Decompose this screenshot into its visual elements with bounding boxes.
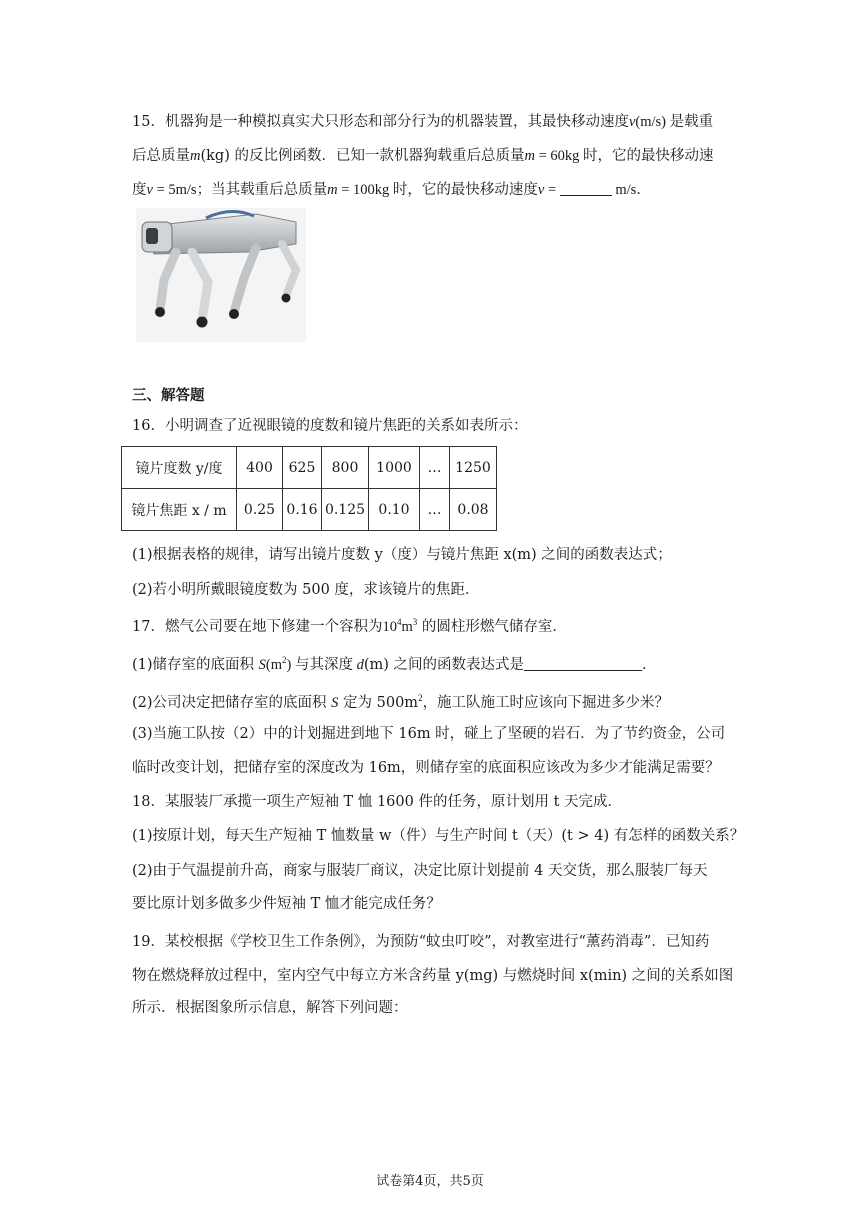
- q17-text: (1)储存室的底面积: [132, 656, 259, 673]
- table-row: [122, 447, 497, 489]
- superscript: 2: [418, 693, 423, 703]
- table-row: [122, 489, 497, 531]
- table-cell: 400: [237, 447, 283, 489]
- q15-line-3: [132, 180, 651, 200]
- q17-text: (m: [265, 656, 283, 673]
- q19-line-3: 所示．根据图象所示信息，解答下列问题：: [132, 1000, 408, 1016]
- q17-part-1: [132, 650, 657, 675]
- superscript: 3: [412, 617, 418, 627]
- q18-part-1: (1)按原计划，每天生产短袖 T 恤数量 w（件）与生产时间 t（天）(t > 4) 有怎样的函数关系？: [132, 828, 745, 844]
- table-header-cell: 镜片焦距 x / m: [122, 489, 237, 531]
- q15-text: = 5m/s；当其载重后总质量: [152, 182, 328, 198]
- q15-text: m/s．: [611, 182, 651, 198]
- table-cell: …: [420, 447, 450, 489]
- q15-text: 后总质量: [132, 148, 190, 164]
- q17-text: 定为 500m: [338, 694, 419, 711]
- q16-part-2: (2)若小明所戴眼镜度数为 500 度，求该镜片的焦距．: [132, 582, 480, 598]
- q17-text: ) 与其深度: [286, 656, 357, 673]
- q15-line-2: [132, 146, 714, 166]
- q15-text: (kg) 的反比例函数．已知一款机器狗载重后总质量: [200, 148, 525, 164]
- table-cell: 0.25: [237, 489, 283, 531]
- q15-text: = 100kg 时，它的最快移动速度: [337, 182, 538, 198]
- q18-stem: 18．某服装厂承揽一项生产短袖 T 恤 1600 件的任务，原计划用 t 天完成．: [132, 794, 623, 810]
- var-v: v: [628, 114, 636, 130]
- q18-part-2: (2)由于气温提前升高，商家与服装厂商议，决定比原计划提前 4 天交货，那么服装厂每天: [132, 863, 708, 879]
- q16-stem: 16．小明调查了近视眼镜的度数和镜片焦距的关系如表所示：: [132, 418, 528, 434]
- q15-text: 15．机器狗是一种模拟真实犬只形态和部分行为的机器装置，其最快移动速度: [132, 114, 629, 130]
- q17-part-3-cont: 临时改变计划，把储存室的深度改为 16m，则储存室的底面积应该改为多少才能满足需要？: [132, 760, 720, 776]
- robot-dog-image: [136, 208, 306, 342]
- q15-text: = 60kg 时，它的最快移动速: [534, 148, 714, 164]
- q15-text: (m/s) 是载重: [635, 114, 714, 130]
- table-cell: 1250: [450, 447, 497, 489]
- var-v: v: [146, 182, 153, 198]
- table-cell: 625: [283, 447, 322, 489]
- q15-line-1: [132, 112, 713, 132]
- q15-text: 度: [132, 182, 147, 198]
- q19-line-1: 19．某校根据《学校卫生工作条例》，为预防“蚊虫叮咬”，对教室进行“薰药消毒”．已知药: [132, 934, 710, 950]
- superscript: 4: [396, 617, 402, 627]
- var-v: v: [537, 182, 545, 198]
- table-cell: 800: [322, 447, 369, 489]
- table-cell: 1000: [369, 447, 420, 489]
- q17-text: 10: [382, 618, 397, 635]
- superscript: 2: [282, 655, 287, 665]
- table-cell: …: [420, 489, 450, 531]
- q19-line-2: 物在燃烧释放过程中，室内空气中每立方米含药量 y(mg) 与燃烧时间 x(min) 之间的关系如图: [132, 968, 734, 984]
- table-cell: 0.16: [283, 489, 322, 531]
- var-S: S: [258, 656, 266, 673]
- q16-part-1: (1)根据表格的规律，请写出镜片度数 y（度）与镜片焦距 x(m) 之间的函数表达式；: [132, 547, 672, 563]
- lens-table: [121, 446, 497, 531]
- q17-text: m: [401, 618, 413, 635]
- table-cell: 0.08: [450, 489, 497, 531]
- q17-part-2: [132, 688, 669, 713]
- page-footer: 试卷第4页，共5页: [376, 1174, 484, 1189]
- q15-text: =: [544, 182, 560, 198]
- q17-text: 的圆柱形燃气储存室．: [417, 618, 567, 635]
- q17-text: (m) 之间的函数表达式是: [363, 656, 525, 673]
- var-S: S: [331, 694, 339, 711]
- answer-blank[interactable]: [560, 181, 612, 196]
- q17-part-3: (3)当施工队按（2）中的计划掘进到地下 16m 时，碰上了坚硬的岩石．为了节约资金，公司: [132, 726, 726, 742]
- section-heading: 三、解答题: [132, 387, 205, 404]
- answer-blank[interactable]: [524, 656, 642, 671]
- q17-stem: [132, 612, 567, 637]
- var-m: m: [524, 148, 535, 164]
- q17-text: ，施工队施工时应该向下掘进多少米？: [422, 694, 670, 711]
- table-header-cell: 镜片度数 y/度: [122, 447, 237, 489]
- q18-part-2-cont: 要比原计划多做多少件短袖 T 恤才能完成任务？: [132, 896, 441, 912]
- q17-text: ．: [642, 656, 657, 673]
- q17-text: (2)公司决定把储存室的底面积: [132, 694, 332, 711]
- var-d: d: [356, 656, 364, 673]
- q17-text: 17．燃气公司要在地下修建一个容积为: [132, 618, 383, 635]
- table-cell: 0.10: [369, 489, 420, 531]
- var-m: m: [327, 182, 338, 198]
- var-m: m: [190, 148, 201, 164]
- table-cell: 0.125: [322, 489, 369, 531]
